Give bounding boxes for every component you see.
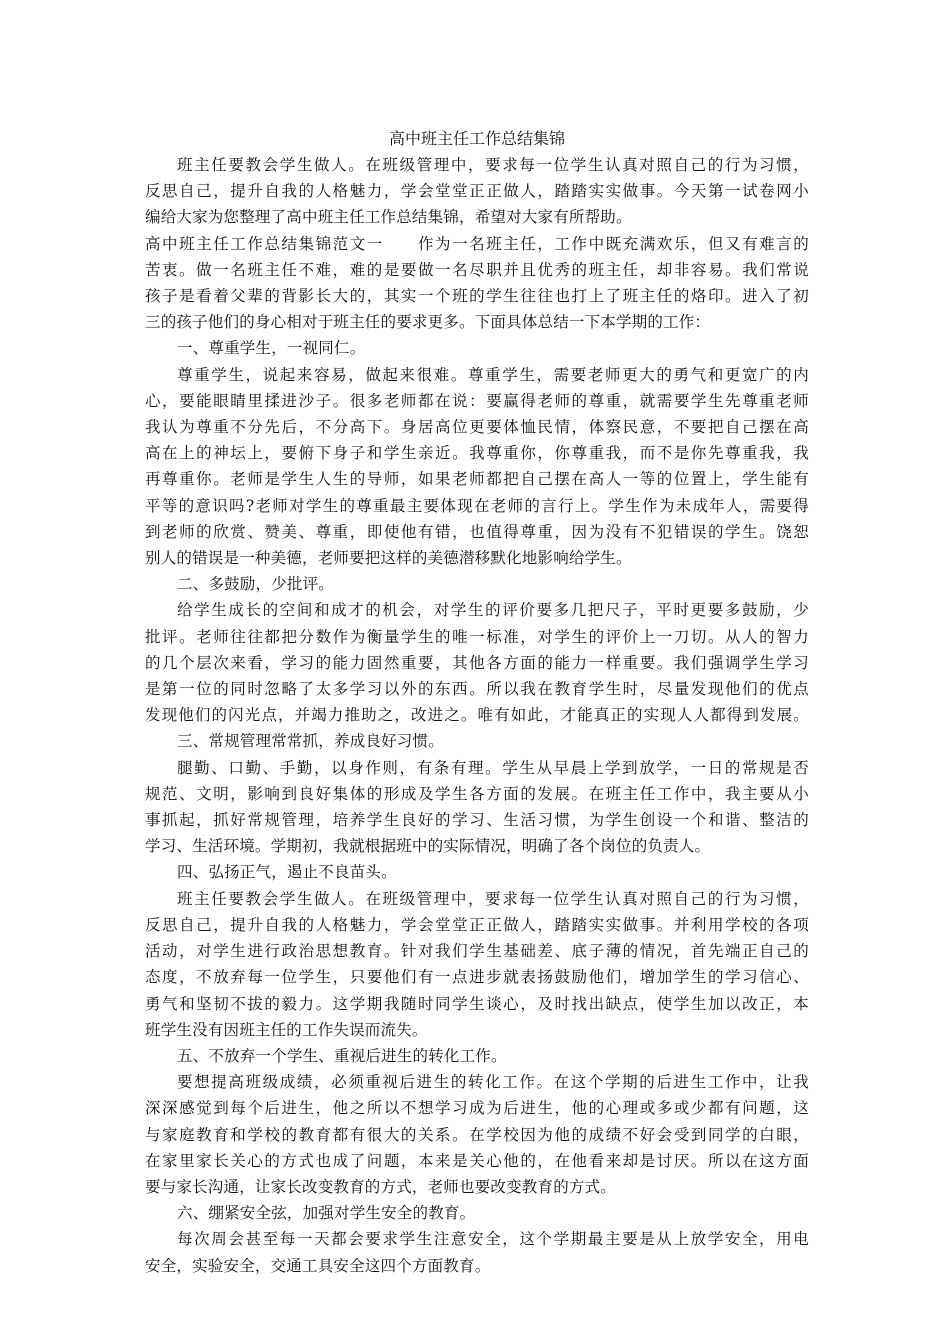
text-line: 再尊重你。老师是学生人生的导师，如果老师都把自己摆在高人一等的位置上，学生能有 — [145, 470, 809, 489]
text-line: 勇气和坚韧不拔的毅力。这学期我随时同学生谈心，及时找出缺点，使学生加以改正，本 — [145, 994, 809, 1013]
text-line: 反思自己，提升自我的人格魅力，学会堂堂正正做人，踏踏实实做事。并利用学校的各项 — [145, 915, 809, 934]
text-line: 班学生没有因班主任的工作失误而流失。 — [145, 1020, 428, 1039]
text-line: 事抓起，抓好常规管理，培养学生良好的学习、生活习惯，为学生创设一个和谐、整洁的 — [145, 811, 809, 830]
text-line: 别人的错误是一种美德，老师要把这样的美德潜移默化地影响给学生。 — [145, 549, 632, 568]
text-line: 一、尊重学生，一视同仁。 — [177, 339, 366, 358]
text-line: 我认为尊重不分先后，不分高下。身居高位更要体恤民情，体察民意，不要把自己摆在高 — [145, 418, 809, 437]
text-line: 在家里家长关心的方式也成了问题，本来是关心他的，在他看来却是讨厌。所以在这方面 — [145, 1151, 809, 1170]
text-line: 六、绷紧安全弦，加强对学生安全的教育。 — [177, 1204, 476, 1223]
text-line: 与家庭教育和学校的教育都有很大的关系。在学校因为他的成绩不好会受到同学的白眼， — [145, 1125, 809, 1144]
text-line: 腿勤、口勤、手勤，以身作则，有条有理。学生从早晨上学到放学，一日的常规是否 — [177, 758, 809, 777]
text-line: 规范、文明，影响到良好集体的形成及学生各方面的发展。在班主任工作中，我主要从小 — [145, 784, 809, 803]
text-line: 批评。老师往往都把分数作为衡量学生的唯一标准，对学生的评价上一刀切。从人的智力 — [145, 627, 809, 646]
text-line: 到老师的欣赏、赞美、尊重，即使他有错，也值得尊重，因为没有不犯错误的学生。饶恕 — [145, 522, 809, 541]
text-line: 班主任要教会学生做人。在班级管理中，要求每一位学生认真对照自己的行为习惯， — [177, 889, 809, 908]
text-line: 反思自己，提升自我的人格魅力，学会堂堂正正做人，踏踏实实做事。今天第一试卷网小 — [145, 182, 809, 201]
text-line: 四、弘扬正气，遏止不良苗头。 — [177, 863, 397, 882]
document-page — [145, 127, 809, 1279]
text-line: 活动，对学生进行政治思想教育。针对我们学生基础差、底子薄的情况，首先端正自己的 — [145, 942, 809, 961]
text-line: 学习、生活环境。学期初，我就根据班中的实际情况，明确了各个岗位的负责人。 — [145, 837, 711, 856]
text-line: 发现他们的闪光点，并竭力推助之，改进之。唯有如此，才能真正的实现人人都得到发展。 — [145, 706, 809, 725]
text-line: 高中班主任工作总结集锦范文一 作为一名班主任，工作中既充满欢乐，但又有难言的 — [145, 234, 809, 253]
text-line: 心，要能眼睛里揉进沙子。很多老师都在说：要赢得老师的尊重，就需要学生先尊重老师 — [145, 391, 809, 410]
text-line: 高在上的神坛上，要俯下身子和学生亲近。我尊重你，你尊重我，而不是你先尊重我，我 — [145, 444, 809, 463]
text-line: 平等的意识吗?老师对学生的尊重最主要体现在老师的言行上。学生作为未成年人，需要得 — [145, 496, 809, 515]
text-line: 尊重学生，说起来容易，做起来很难。尊重学生，需要老师更大的勇气和更宽广的内 — [177, 365, 809, 384]
text-line: 要想提高班级成绩，必须重视后进生的转化工作。在这个学期的后进生工作中，让我 — [177, 1073, 809, 1092]
text-line: 班主任要教会学生做人。在班级管理中，要求每一位学生认真对照自己的行为习惯， — [177, 156, 809, 174]
text-line: 安全，实验安全，交通工具安全这四个方面教育。 — [145, 1256, 491, 1275]
text-line: 的几个层次来看，学习的能力固然重要，其他各方面的能力一样重要。我们强调学生学习 — [145, 653, 809, 672]
text-line: 孩子是看着父辈的背影长大的，其实一个班的学生往往也打上了班主任的烙印。进入了初 — [145, 287, 809, 306]
text-line: 深深感觉到每个后进生，他之所以不想学习成为后进生，他的心理或多或少都有问题，这 — [145, 1099, 809, 1118]
text-line: 二、多鼓励，少批评。 — [177, 575, 335, 594]
text-line: 给学生成长的空间和成才的机会，对学生的评价要多几把尺子，平时更要多鼓励，少 — [177, 601, 809, 620]
document-title: 高中班主任工作总结集锦 — [388, 129, 565, 148]
text-line: 编给大家为您整理了高中班主任工作总结集锦，希望对大家有所帮助。 — [145, 208, 632, 227]
text-line: 态度，不放弃每一位学生，只要他们有一点进步就表扬鼓励他们，增加学生的学习信心、 — [145, 968, 809, 987]
text-line: 要与家长沟通，让家长改变教育的方式，老师也要改变教育的方式。 — [145, 1177, 617, 1196]
text-line: 是第一位的同时忽略了太多学习以外的东西。所以我在教育学生时，尽量发现他们的优点 — [145, 680, 809, 699]
text-line: 三的孩子他们的身心相对于班主任的要求更多。下面具体总结一下本学期的工作： — [145, 313, 711, 332]
text-line: 五、不放弃一个学生、重视后进生的转化工作。 — [177, 1046, 507, 1065]
document-body — [145, 152, 809, 1279]
text-line: 苦衷。做一名班主任不难，难的是要做一名尽职并且优秀的班主任，却非容易。我们常说 — [145, 260, 809, 279]
text-line: 三、常规管理常常抓，养成良好习惯。 — [177, 732, 444, 751]
text-line: 每次周会甚至每一天都会要求学生注意安全，这个学期最主要是从上放学安全，用电 — [177, 1230, 809, 1249]
